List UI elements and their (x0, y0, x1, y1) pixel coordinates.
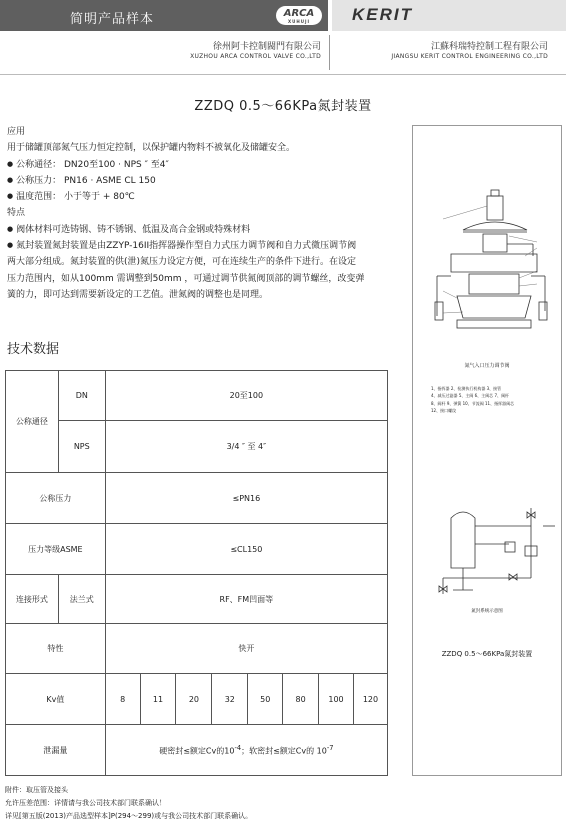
application-heading: 应用 (7, 127, 26, 137)
spec-bullet: ● 温度范围： 小于等于 + 80℃ (7, 189, 409, 205)
arca-logo: ARCA XUHUJI (276, 6, 322, 25)
application-text: 用于储罐顶部氮气压力恒定控制，以保护罐内物料不被氧化及储罐安全。 (7, 143, 296, 154)
dn-label: DN (58, 371, 105, 421)
kv-value: 120 (353, 674, 387, 725)
spec-table (5, 370, 388, 776)
connection-label: 连接形式 (6, 575, 59, 624)
kv-value: 80 (283, 674, 319, 725)
feature-paragraph-line: 簧的力，即可达到需要新设定的工艺值。泄氮阀的调整也是同理。 (7, 289, 269, 300)
valve-caption: 氮气入口压力调节阀 (464, 363, 510, 369)
feature-paragraph-line: 压力范围内，如从100mm 需调整到50mm ，可通过调节供氮阀顶部的调节螺丝，改变弹 (7, 273, 365, 284)
page-title: ZZDQ 0.5～66KPa氮封装置 (194, 99, 372, 114)
kv-value: 20 (176, 674, 212, 725)
flange-label: 法兰式 (58, 575, 105, 624)
kerit-logo: KERIT (352, 5, 413, 24)
system-caption: 氮封系统示意图 (471, 609, 503, 614)
spec-bullet: ● 公称压力： PN16 · ASME CL 150 (7, 173, 409, 189)
kv-value: 32 (212, 674, 248, 725)
nps-value: 3/4 ″ 至 4″ (105, 421, 387, 473)
connection-value: RF、FM凹面等 (105, 575, 387, 624)
nominal-size-label: 公称通径 (6, 371, 59, 473)
footer-notes: 附件：取压管及接头 允许压差范围：详情请与我公司技术部门联系确认！ 详见[第五版(2013)产品选型样本]P(294～299)或与我公司技术部门联系确认。 (5, 786, 253, 820)
asme-label: 压力等级ASME (6, 524, 106, 575)
kv-value: 11 (140, 674, 176, 725)
pressure-value: ≤PN16 (105, 473, 387, 524)
company-right: 江蘇科瑞特控制工程有限公司 JIANGSU KERIT CONTROL ENGINEERING CO.,LTD (391, 42, 548, 60)
kv-value: 8 (105, 674, 140, 725)
feature-paragraph-line: 两大部分组成。氮封装置的供(泄)氮压力设定方便，可在连续生产的条件下进行。在设定 (7, 257, 357, 268)
feature-paragraph-line: ● 氮封装置氮封装置是由ZZYP-16II指挥器操作型自力式压力调节阀和自力式微压调节阀 (7, 238, 409, 254)
spec-bullet: ● 公称通径： DN20至100 · NPS ″ 至4″ (7, 157, 409, 173)
catalog-title: 简明产品样本 (70, 12, 155, 27)
drawing-panel (412, 125, 562, 776)
feature-bullet: ● 阀体材料可选铸钢、铸不锈钢、低温及高合金钢或特殊材料 (7, 222, 409, 238)
kv-value: 100 (319, 674, 354, 725)
nps-label: NPS (58, 421, 105, 473)
valve-drawing (413, 126, 561, 366)
product-caption: ZZDQ 0.5～66KPa氮封装置 (441, 650, 533, 658)
system-drawing (413, 486, 561, 606)
tech-data-heading: 技术数据 (7, 342, 60, 357)
features-heading: 特点 (7, 208, 26, 219)
header-rule (0, 74, 566, 75)
leakage-value: 硬密封≤额定Cv的$10^{-4}$；软密封≤额定Cv的 $10^{-7}$ (105, 725, 387, 776)
leakage-label: 泄漏量 (6, 725, 106, 776)
header-bar-right (332, 0, 566, 31)
dn-value: 20至100 (105, 371, 387, 421)
characteristic-value: 快开 (105, 624, 387, 674)
header-divider (329, 35, 330, 70)
asme-value: ≤CL150 (105, 524, 387, 575)
characteristic-label: 特性 (6, 624, 106, 674)
kv-label: Kv值 (6, 674, 106, 725)
company-left: 徐州阿卡控制閥門有限公司 XUZHOU ARCA CONTROL VALVE CO.,LTD (190, 42, 321, 60)
pressure-label: 公称压力 (6, 473, 106, 524)
kv-value: 50 (248, 674, 283, 725)
description (7, 124, 409, 303)
header-bar-left (0, 0, 328, 31)
parts-legend: 1、指挥器 2、检测执行机构器 3、接管 4、减压过滤器 5、主阀 6、主阀芯 7、阀杆 8、阀杆 9、弹簧 10、节流阀 11、指挥器阀芯 12、接口螺纹 (431, 386, 515, 414)
